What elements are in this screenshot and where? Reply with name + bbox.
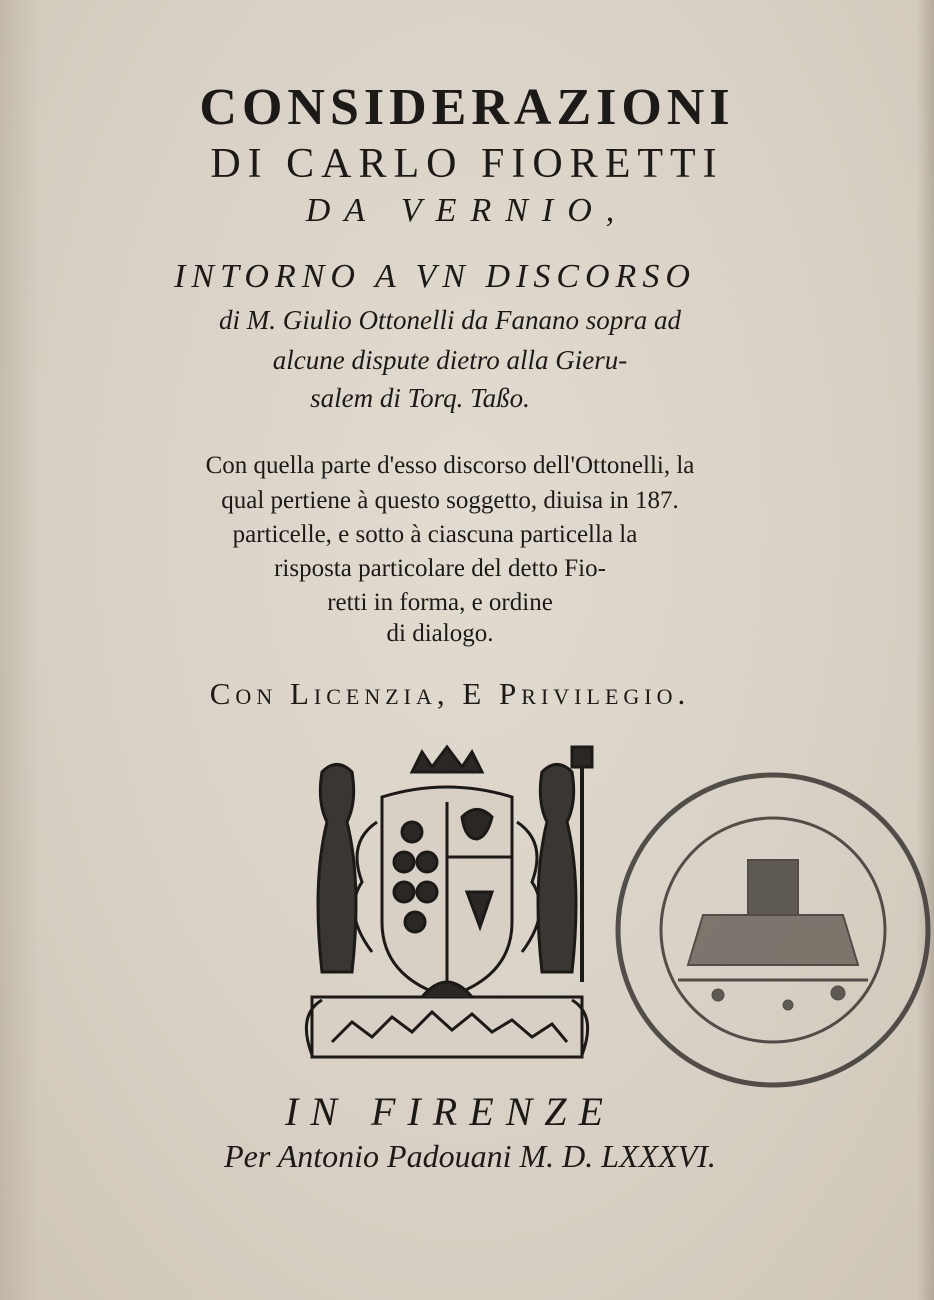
title-line-1: CONSIDERAZIONI xyxy=(199,79,735,136)
description-line-3: particelle, e sotto à ciascuna particella la xyxy=(232,521,638,548)
subtitle-line-1: INTORNO A VN DISCORSO xyxy=(174,258,696,295)
description-line-2: qual pertiene à questo soggetto, diuisa in 187. xyxy=(221,487,679,514)
imprint-printer: Per Antonio Padouani M. D. LXXXVI. xyxy=(224,1138,716,1174)
license-line: Con Licenzia, E Privilegio. xyxy=(209,676,691,711)
library-stamp-icon xyxy=(608,765,934,1095)
description-line-4: risposta particolare del detto Fio- xyxy=(274,555,606,582)
title-line-2: DI CARLO FIORETTI xyxy=(210,141,724,187)
description-line-1: Con quella parte d'esso discorso dell'Ottonelli, la xyxy=(205,452,695,479)
description-line-5: retti in forma, e ordine xyxy=(327,589,553,616)
title-line-3: DA VERNIO, xyxy=(305,192,629,229)
subtitle-line-4: salem di Torq. Taßo. xyxy=(310,383,530,413)
coat-of-arms-woodcut-icon xyxy=(282,742,612,1072)
subtitle-line-2: di M. Giulio Ottonelli da Fanano sopra ad xyxy=(219,305,681,335)
description-line-6: di dialogo. xyxy=(386,620,494,647)
subtitle-line-3: alcune dispute dietro alla Gieru- xyxy=(272,345,628,375)
imprint-place: IN FIRENZE xyxy=(285,1089,615,1134)
